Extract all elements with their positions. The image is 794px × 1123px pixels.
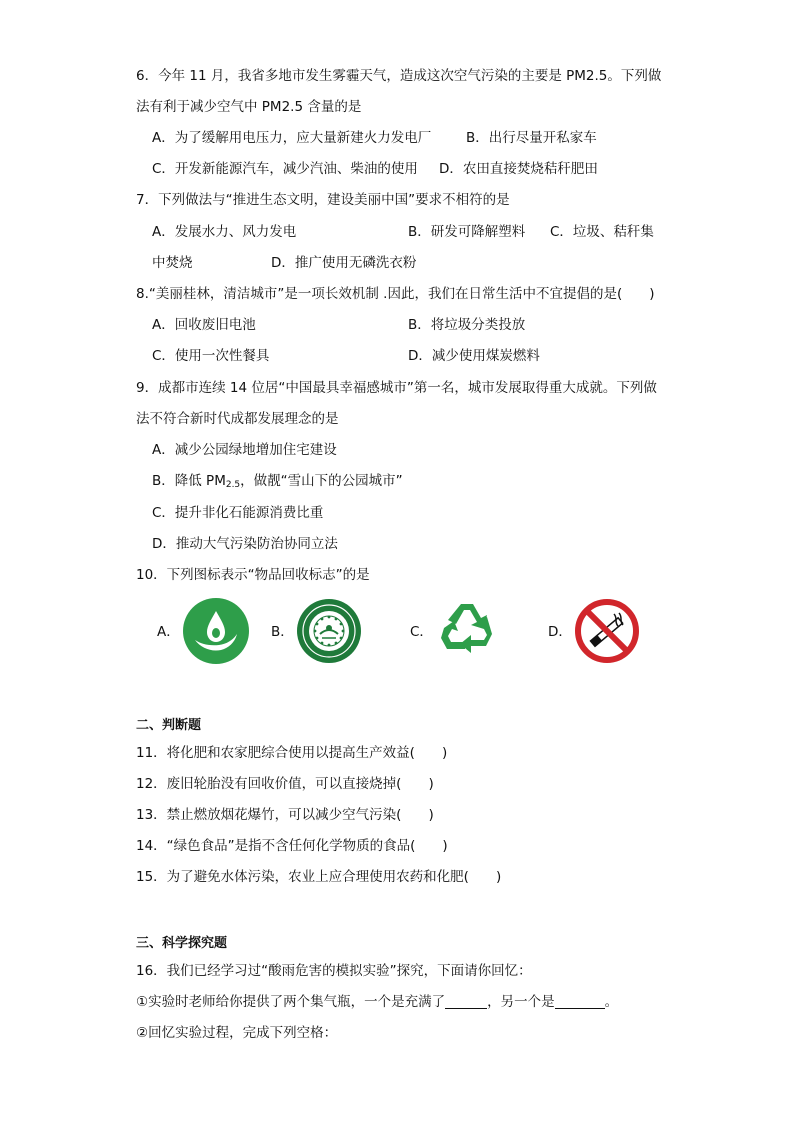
answer-blank-1[interactable]	[445, 994, 487, 1009]
q16-item-1	[136, 992, 618, 1012]
q10-label-b[interactable]: B．	[271, 624, 294, 640]
no-smoking-icon[interactable]	[574, 598, 640, 664]
q8-option-d[interactable]: D．减少使用煤炭燃料	[408, 348, 540, 364]
q6-option-b[interactable]: B．出行尽量开私家车	[466, 130, 597, 146]
q9-option-b-suffix: ，做靓“雪山下的公园城市”	[240, 473, 403, 489]
q6-option-d[interactable]: D．农田直接焚烧秸秆肥田	[439, 161, 598, 177]
q10-label-c[interactable]: C．	[410, 624, 433, 640]
q10-label-d[interactable]: D．	[548, 624, 572, 640]
q8-option-a[interactable]: A．回收废旧电池	[152, 317, 256, 333]
q14: 14．“绿色食品”是指不含任何化学物质的食品( )	[136, 838, 448, 854]
q12: 12．废旧轮胎没有回收价值，可以直接烧掉( )	[136, 776, 434, 792]
q9-option-a[interactable]: A．减少公园绿地增加住宅建设	[152, 442, 337, 458]
q7-stem: 7．下列做法与“推进生态文明，建设美丽中国”要求不相符的是	[136, 192, 510, 208]
q9-option-b-prefix: B．降低 PM	[152, 473, 226, 489]
q16-item-1-middle: ，另一个是	[487, 994, 555, 1010]
q10-label-a[interactable]: A．	[157, 624, 180, 640]
q8-stem: 8.“美丽桂林，清洁城市”是一项长效机制 .因此，我们在日常生活中不宜提倡的是( )	[136, 286, 655, 302]
water-saving-icon[interactable]	[183, 598, 249, 664]
section-title-judgement: 二、判断题	[136, 718, 202, 733]
q8-option-c[interactable]: C．使用一次性餐具	[152, 348, 270, 364]
q13: 13．禁止燃放烟花爆竹，可以减少空气污染( )	[136, 807, 434, 823]
q11: 11．将化肥和农家肥综合使用以提高生产效益( )	[136, 745, 448, 761]
q6-option-a[interactable]: A．为了缓解用电压力，应大量新建火力发电厂	[152, 130, 432, 146]
q10-stem: 10．下列图标表示“物品回收标志”的是	[136, 567, 370, 583]
environmental-label-icon[interactable]	[296, 598, 362, 664]
q7-option-a[interactable]: A．发展水力、风力发电	[152, 224, 297, 240]
answer-blank-2[interactable]	[555, 994, 605, 1009]
q9-stem-line2: 法不符合新时代成都发展理念的是	[136, 411, 339, 427]
q7-option-c-continued: 中焚烧	[152, 255, 193, 271]
q16-stem: 16．我们已经学习过“酸雨危害的模拟实验”探究，下面请你回忆：	[136, 963, 532, 979]
q8-option-b[interactable]: B．将垃圾分类投放	[408, 317, 526, 333]
q6-option-c[interactable]: C．开发新能源汽车，减少汽油、柴油的使用	[152, 161, 418, 177]
recycle-icon[interactable]	[434, 598, 500, 664]
q9-option-d[interactable]: D．推动大气污染防治协同立法	[152, 536, 338, 552]
q7-option-b[interactable]: B．研发可降解塑料	[408, 224, 526, 240]
section-title-inquiry: 三、科学探究题	[136, 936, 228, 951]
q16-item-1-prefix: ①实验时老师给你提供了两个集气瓶，一个是充满了	[136, 994, 446, 1010]
q16-item-1-suffix: 。	[604, 994, 619, 1010]
q9-option-c[interactable]: C．提升非化石能源消费比重	[152, 505, 324, 521]
q9-stem-line1: 9．成都市连续 14 位居“中国最具幸福感城市”第一名，城市发展取得重大成就。下列做	[136, 380, 657, 396]
q6-stem-line2: 法有利于减少空气中 PM2.5 含量的是	[136, 99, 362, 115]
q7-option-c[interactable]: C．垃圾、秸秆集	[550, 224, 654, 240]
q7-option-d[interactable]: D．推广使用无磷洗衣粉	[271, 255, 417, 271]
q9-option-b[interactable]	[152, 471, 403, 495]
q16-item-2: ②回忆实验过程，完成下列空格：	[136, 1025, 338, 1041]
q6-stem-line1: 6．今年 11 月，我省多地市发生雾霾天气，造成这次空气污染的主要是 PM2.5。下列做	[136, 68, 662, 84]
q15: 15．为了避免水体污染，农业上应合理使用农药和化肥( )	[136, 869, 502, 885]
q9-option-b-subscript: 2.5	[225, 480, 241, 490]
